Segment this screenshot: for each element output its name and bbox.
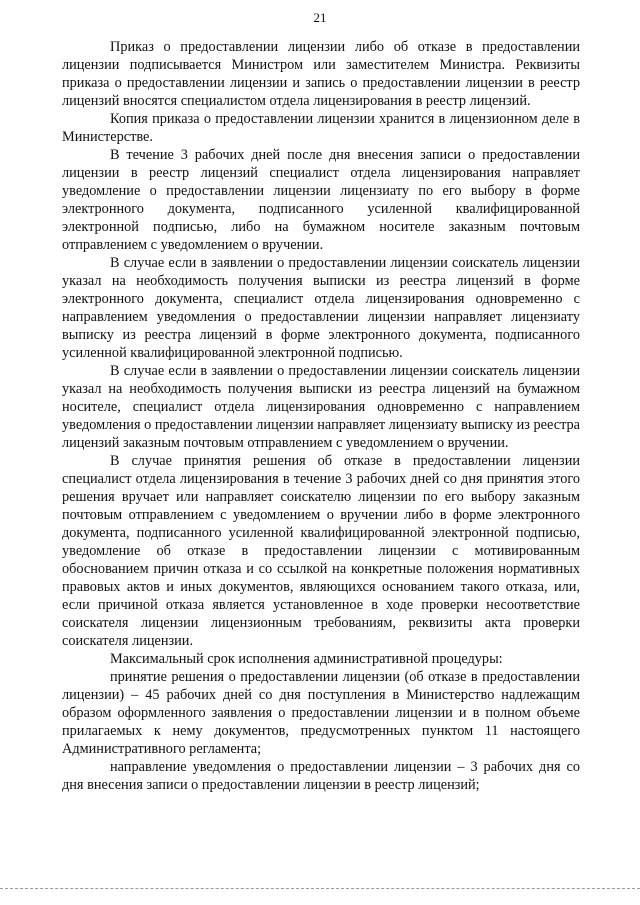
paragraph-max-term-heading: Максимальный срок исполнения административной процедуры: [110,651,503,667]
paragraph-notification: В течение 3 рабочих дней после дня внесения записи о предоставлении лицензии в реестр лицензий специалист отдела лицензирования направляет уведомление о предоставлении лицензии лицензиату по его выбору в форме электронного документа, подписанного усиленной квалифицированной электронной подписью, либо на бумажном носителе заказным почтовым отправлением с уведомлением о вручении. [62,147,580,253]
page-bottom-divider [0,888,640,889]
paragraph-order-signing: Приказ о предоставлении лицензии либо об отказе в предоставлении лицензии подписывается Министром или заместителем Министра. Реквизиты приказа о предоставлении лицензии и запись о предоставлении лицензии в реестр лицензий вносятся специалистом отдела лицензирования в реестр лицензий. [62,39,580,109]
paragraph-notification-term: направление уведомления о предоставлении лицензии – 3 рабочих дня со дня внесения записи о предоставлении лицензии в реестр лицензий; [62,759,580,793]
paragraph-order-copy: Копия приказа о предоставлении лицензии хранится в лицензионном деле в Министерстве. [62,111,580,145]
paragraph-electronic-extract: В случае если в заявлении о предоставлении лицензии соискатель лицензии указал на необходимость получения выписки из реестра лицензий в форме электронного документа, специалист отдела лицензирования одновременно с направлением уведомления о предоставлении лицензии направляет лицензиату выписку из реестра лицензий в форме электронного документа, подписанного усиленной квалифицированной электронной подписью. [62,255,580,361]
page-number: 21 [313,10,327,25]
paragraph-refusal: В случае принятия решения об отказе в предоставлении лицензии специалист отдела лицензирования в течение 3 рабочих дней со дня принятия этого решения вручает или направляет соискателю лицензии по его выбору заказным почтовым отправлением с уведомлением о вручении либо в форме электронного документа, подписанного усиленной квалифицированной электронной подписью, уведомление об отказе в предоставлении лицензии с мотивированным обоснованием причин отказа и со ссылкой на конкретные положения нормативных правовых актов и иных документов, являющихся основанием такого отказа, или, если причиной отказа является установленное в ходе проверки несоответствие соискателя лицензии лицензионным требованиям, реквизиты акта проверки соискателя лицензии. [62,453,580,649]
document-body [62,38,580,794]
paragraph-decision-term: принятие решения о предоставлении лицензии (об отказе в предоставлении лицензии) – 45 рабочих дней со дня поступления в Министерство надлежащим образом оформленного заявления о предоставлении лицензии и в полном объеме прилагаемых к нему документов, предусмотренных пунктом 11 настоящего Административного регламента; [62,669,580,757]
paragraph-paper-extract: В случае если в заявлении о предоставлении лицензии соискатель лицензии указал на необходимость получения выписки из реестра лицензий на бумажном носителе, специалист отдела лицензирования одновременно с направлением уведомления о предоставлении лицензии направляет лицензиату выписку из реестра лицензий заказным почтовым отправлением с уведомлением о вручении. [62,363,580,451]
